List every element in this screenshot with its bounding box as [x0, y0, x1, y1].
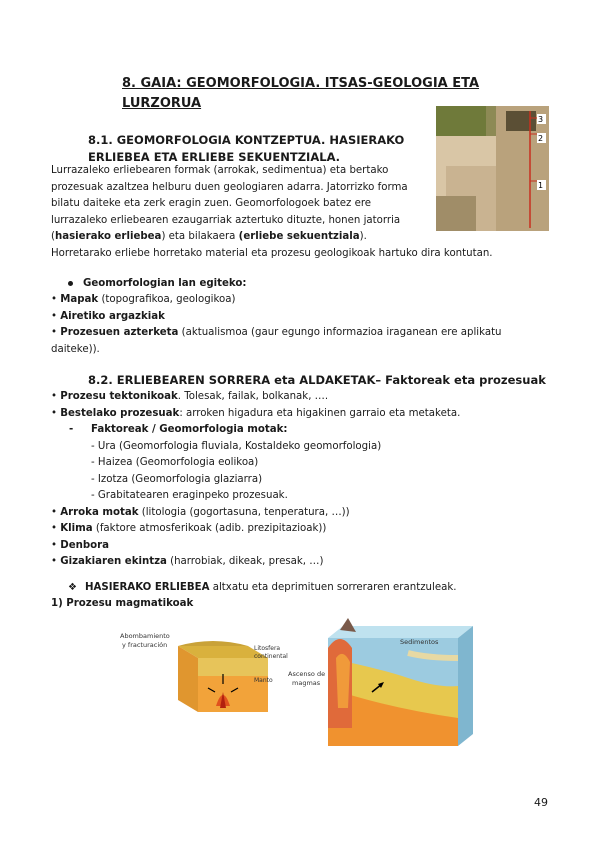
- crustal-doming-diagram: [120, 628, 288, 720]
- section-8-1-heading: 8.1. GEOMORFOLOGIA KONTZEPTUA. HASIERAKO ERLIEBEA ETA ERLIEBE SEKUENTZIALA.: [88, 133, 405, 164]
- svg-text:Manto: Manto: [254, 677, 273, 684]
- svg-text:magmas: magmas: [292, 679, 321, 687]
- list-item: - Ura (Geomorfologia fluviala, Kostaldeko geomorfologia): [91, 440, 382, 452]
- svg-text:Abombamiento: Abombamiento: [120, 632, 170, 640]
- photo-label-1: 1: [538, 181, 544, 190]
- list-item: • Denbora: [51, 539, 110, 551]
- page-number: 49: [534, 796, 548, 809]
- section-8-2-heading: 8.2. ERLIEBEAREN SORRERA eta ALDAKETAK– Faktoreak eta prozesuak: [88, 373, 546, 387]
- photo-label-3: 3: [538, 115, 544, 124]
- list-item: - Faktoreak / Geomorfologia motak:: [69, 424, 288, 435]
- diamond-bullet-icon: ❖: [68, 582, 77, 593]
- work-list: • Mapak (topografikoa, geologikoa) • Airetiko argazkiak • Prozesuen azterketa (aktualismoa (gaur egungo informazioa iraganean ere aplikatu daiteke)).: [51, 294, 502, 355]
- list-item: - Grabitatearen eraginpeko prozesuak.: [91, 490, 288, 501]
- list-item: • Gizakiaren ekintza (harrobiak, dikeak, presak, …): [51, 556, 324, 567]
- magmatic-heading: 1) Prozesu magmatikoak: [51, 598, 194, 609]
- initial-relief-line: ❖ HASIERAKO ERLIEBEA altxatu eta deprimituen sorreraren erantzuleak.: [68, 580, 456, 597]
- work-heading: Geomorfologian lan egiteko:: [68, 276, 247, 293]
- svg-text:Litosfera: Litosfera: [254, 645, 281, 652]
- list-item: • Prozesuen azterketa (aktualismoa (gaur egungo informazioa iraganean ere aplikatu: [51, 327, 502, 338]
- list-item: • Prozesu tektonikoak. Tolesak, failak, bolkanak, ….: [51, 391, 329, 402]
- chapter-title: 8. GAIA: GEOMORFOLOGIA. ITSAS-GEOLOGIA ETA LURZORUA: [122, 76, 480, 111]
- svg-text:continental: continental: [254, 653, 288, 660]
- factors-list: [51, 389, 460, 571]
- magma-ascent-diagram: [288, 618, 478, 750]
- svg-text:Sedimentos: Sedimentos: [400, 638, 439, 646]
- svg-text:y fracturación: y fracturación: [122, 641, 168, 649]
- list-item: • Bestelako prozesuak: arroken higadura eta higakinen garraio eta metaketa.: [51, 407, 461, 419]
- list-item: • Airetiko argazkiak: [51, 310, 165, 322]
- list-item: • Arroka motak (litologia (gogortasuna, tenperatura, …)): [51, 506, 350, 518]
- bullet-dot-icon: [68, 281, 73, 286]
- list-item: • Klima (faktore atmosferikoak (adib. prezipitazioak)): [51, 523, 327, 534]
- photo-label-2: 2: [538, 134, 544, 143]
- list-item: - Haizea (Geomorfologia eolikoa): [91, 457, 259, 468]
- list-item: - Izotza (Geomorfologia glaziarra): [91, 473, 263, 485]
- intro-paragraph: Lurrazaleko erliebearen formak (arrokak, sedimentua) eta bertako prozesuak azaltzea helburu duen geologiaren adarra. Jatorrizko forma bilatu daiteke eta zerk eragin zuen. Geomorfologoek batez ere lurrazaleko erliebearen ezaugarriak aztertuko dituzte, honen jatorria (hasierako erliebea) eta bilakaera (erliebe sekuentziala). Horretarako erliebe horretako material eta prozesu geologikoak hartuko dira kontutan.: [51, 165, 493, 259]
- list-item: • Mapak (topografikoa, geologikoa): [51, 294, 236, 305]
- svg-text:Ascenso de: Ascenso de: [288, 670, 326, 678]
